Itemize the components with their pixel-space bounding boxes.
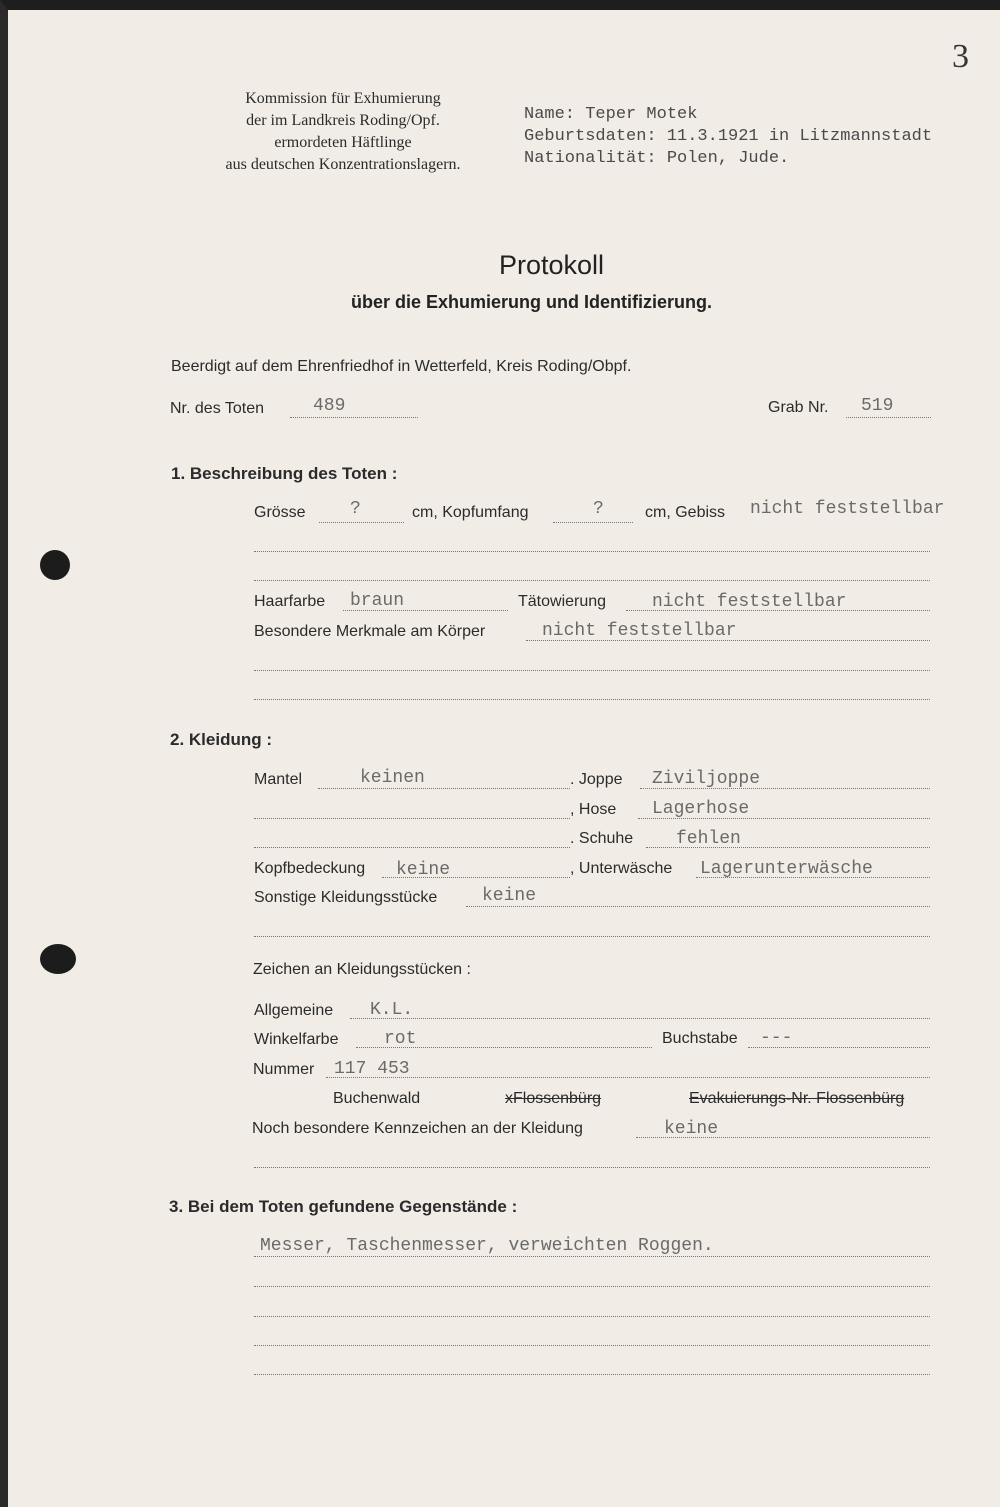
joppe-label: . Joppe [570,771,623,788]
sonstige-value: keine [482,886,537,906]
dots [254,1256,930,1257]
dots [254,1316,930,1317]
dots [254,699,930,700]
dots [636,1137,930,1138]
zeichen-label: Zeichen an Kleidungsstücken : [253,961,471,978]
haarfarbe-label: Haarfarbe [254,593,326,610]
winkelfarbe-label: Winkelfarbe [254,1031,339,1048]
unterwaesche-value: Lagerunterwäsche [700,859,873,879]
dots [343,610,508,611]
commission-line-1: Kommission für Exhumierung [245,90,441,107]
burial-line: Beerdigt auf dem Ehrenfriedhof in Wetterfeld, Kreis Roding/Obpf. [171,358,632,375]
sonstige-label: Sonstige Kleidungsstücke [254,889,438,906]
person-header [524,104,932,170]
person-name: Name: Teper Motek [524,105,698,124]
dots [318,788,570,789]
commission-line-2: der im Landkreis Roding/Opf. [246,112,440,129]
found-items-value: Messer, Taschenmesser, verweichten Roggen. [260,1236,714,1256]
document-title: Protokoll [499,250,605,280]
merkmale-value: nicht feststellbar [542,621,737,641]
dots [646,847,930,848]
buchstabe-label: Buchstabe [662,1030,738,1047]
dots [254,1345,930,1346]
taetowierung-label: Tätowierung [518,593,607,610]
dots [846,417,931,418]
kopfumfang-value: ? [593,499,604,519]
buchenwald-label: Buchenwald [333,1090,421,1107]
dots [626,610,930,611]
punch-hole-top [40,550,70,580]
haarfarbe-value: braun [350,591,405,611]
hose-label: , Hose [570,801,617,818]
groesse-value: ? [350,499,361,519]
dots [356,1047,652,1048]
mantel-label: Mantel [254,771,303,788]
dots [254,1286,930,1287]
dots [638,818,930,819]
kopfumfang-label: cm, Kopfumfang [412,504,529,521]
dots [553,522,633,523]
section2-heading: 2. Kleidung : [170,730,272,749]
dots [640,788,930,789]
taetowierung-value: nicht feststellbar [652,592,847,612]
flossenbuerg-label: xFlossenbürg [505,1090,602,1107]
dots [696,877,930,878]
groesse-label: Grösse [254,504,306,521]
dots [319,522,404,523]
grave-number-label: Grab Nr. [768,399,829,416]
mantel-value: keinen [360,768,425,788]
schuhe-label: . Schuhe [570,830,634,847]
grave-number-value: 519 [861,396,894,416]
dots [254,580,930,581]
commission-line-3: ermordeten Häftlinge [274,134,412,151]
evakuierung-label: Evakuierungs-Nr. Flossenbürg [689,1090,905,1107]
gebiss-label: cm, Gebiss [645,504,726,521]
nummer-label: Nummer [253,1061,315,1078]
dots [254,1167,930,1168]
dots [382,877,570,878]
dots [254,847,570,848]
allgemeine-label: Allgemeine [254,1002,334,1019]
dots [290,417,418,418]
dots [748,1047,930,1048]
dots [254,1374,930,1375]
dots [254,551,930,552]
dots [526,640,930,641]
schuhe-value: fehlen [676,829,741,849]
besondere-value: keine [664,1119,719,1139]
dots [350,1018,930,1019]
commission-header [188,88,498,176]
hose-value: Lagerhose [652,799,750,819]
page-number: 3 [952,38,969,75]
section1-heading: 1. Beschreibung des Toten : [171,464,398,483]
nummer-value: 117 453 [334,1059,410,1079]
section3-heading: 3. Bei dem Toten gefundene Gegenstände : [169,1197,518,1216]
document-subtitle: über die Exhumierung und Identifizierung. [351,292,713,312]
person-birth: Geburtsdaten: 11.3.1921 in Litzmannstadt [524,127,933,146]
allgemeine-value: K.L. [370,1000,414,1020]
dots [254,818,570,819]
joppe-value: Ziviljoppe [652,769,761,789]
unterwaesche-label: , Unterwäsche [570,860,673,877]
dots [466,906,930,907]
dead-number-value: 489 [313,396,346,416]
dots [254,936,930,937]
kopfbedeckung-value: keine [396,860,451,880]
kopfbedeckung-label: Kopfbedeckung [254,860,366,877]
commission-line-4: aus deutschen Konzentrationslagern. [225,156,461,173]
merkmale-label: Besondere Merkmale am Körper [254,623,486,640]
winkelfarbe-value: rot [384,1029,417,1049]
buchstabe-value: --- [760,1028,793,1048]
gebiss-value: nicht feststellbar [750,499,945,519]
dots [326,1077,930,1078]
dead-number-label: Nr. des Toten [170,400,264,417]
punch-hole-bottom [40,944,76,974]
person-nationality: Nationalität: Polen, Jude. [524,149,790,168]
dots [254,670,930,671]
besondere-label: Noch besondere Kennzeichen an der Kleidung [252,1120,583,1137]
